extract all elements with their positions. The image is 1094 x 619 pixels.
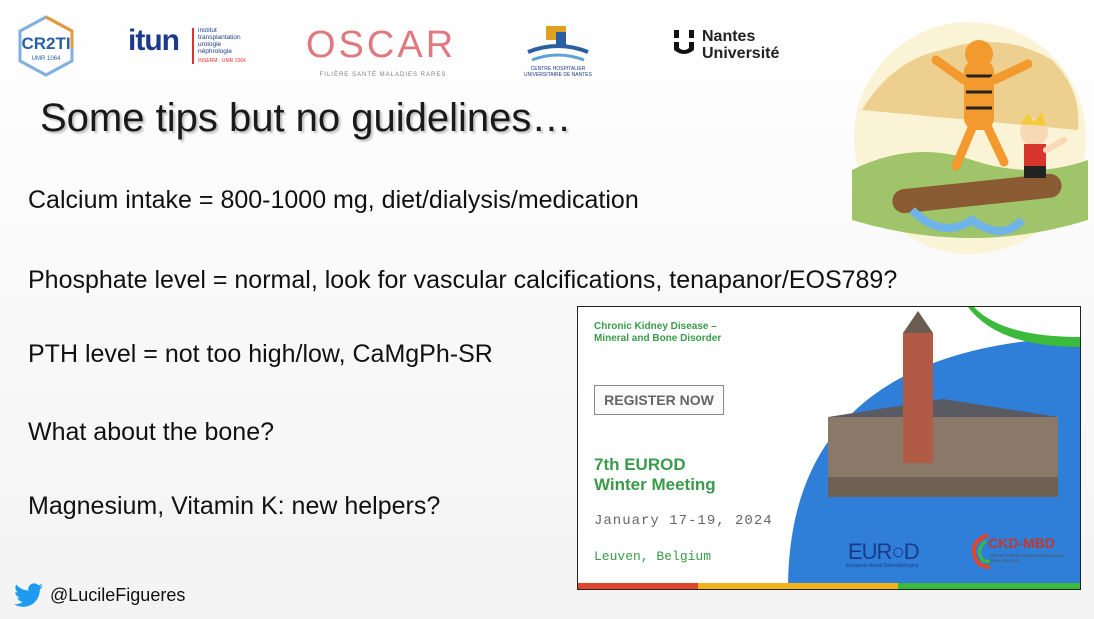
ckd-mbd-logo — [970, 529, 1070, 573]
bullet-pth: PTH level = not too high/low, CaMgPh-SR — [28, 340, 493, 368]
nantes-line2: Université — [702, 45, 780, 62]
twitter-handle[interactable]: @LucileFigueres — [50, 585, 186, 605]
chu-emblem-icon — [522, 22, 594, 66]
slide-title: Some tips but no guidelines… — [40, 96, 572, 140]
eurod-logo: EUR○D — [848, 539, 919, 564]
nantes-text — [702, 28, 779, 62]
register-now-button[interactable]: REGISTER NOW — [594, 385, 724, 415]
chu-logo — [522, 22, 594, 82]
meeting-title-line2: Winter Meeting — [594, 475, 716, 494]
oscar-word: OSCAR — [306, 24, 457, 66]
eurod-subtitle: European Renal Osteodystrophy — [846, 563, 919, 569]
nantes-universite-logo — [672, 28, 802, 68]
eurod-meeting-banner[interactable] — [577, 306, 1081, 590]
calvin-hobbes-cartoon-image — [852, 20, 1088, 256]
meeting-city: Leuven, Belgium — [594, 549, 712, 564]
oscar-logo — [306, 20, 466, 80]
nantes-line1: Nantes — [702, 28, 756, 45]
meeting-title — [594, 455, 716, 495]
meeting-title-line1: 7th EUROD — [594, 455, 686, 474]
cr2ti-logo — [14, 14, 78, 78]
oscar-sub: FILIÈRE SANTÉ MALADIES RARES — [319, 72, 447, 78]
itun-description: institut transplantation urologie néphrologie — [198, 27, 241, 55]
itun-separator — [192, 28, 194, 64]
twitter-footer[interactable] — [14, 583, 186, 607]
cr2ti-text: CR2TI — [21, 34, 71, 53]
cr2ti-sub: UMR 1064 — [31, 56, 61, 62]
itun-word: itun — [128, 24, 179, 57]
banner-tagline — [594, 321, 721, 345]
bullet-magnesium: Magnesium, Vitamin K: new helpers? — [28, 492, 441, 520]
chu-sub: CENTRE HOSPITALIER UNIVERSITAIRE DE NANTES — [524, 66, 592, 78]
ckd-mbd-word: CKD-MBD — [988, 535, 1055, 551]
banner-tagline-line2: Mineral and Bone Disorder — [594, 333, 722, 344]
itun-inserm: INSERM · UMR 1064 — [198, 58, 246, 64]
nantes-emblem-icon — [672, 28, 696, 58]
bullet-calcium: Calcium intake = 800-1000 mg, diet/dialysis/medication — [28, 186, 639, 214]
bullet-phosphate: Phosphate level = normal, look for vascular calcifications, tenapanor/EOS789? — [28, 266, 898, 294]
banner-tagline-line1: Chronic Kidney Disease – — [594, 321, 717, 332]
meeting-date: January 17-19, 2024 — [594, 513, 773, 529]
twitter-bird-icon — [14, 583, 44, 607]
ckd-mbd-subtitle: Chronic Kidney Disease Mineral and Bone Disorder — [990, 553, 1063, 563]
bullet-bone: What about the bone? — [28, 418, 275, 446]
logo-row — [0, 10, 840, 80]
itun-logo — [128, 24, 248, 68]
